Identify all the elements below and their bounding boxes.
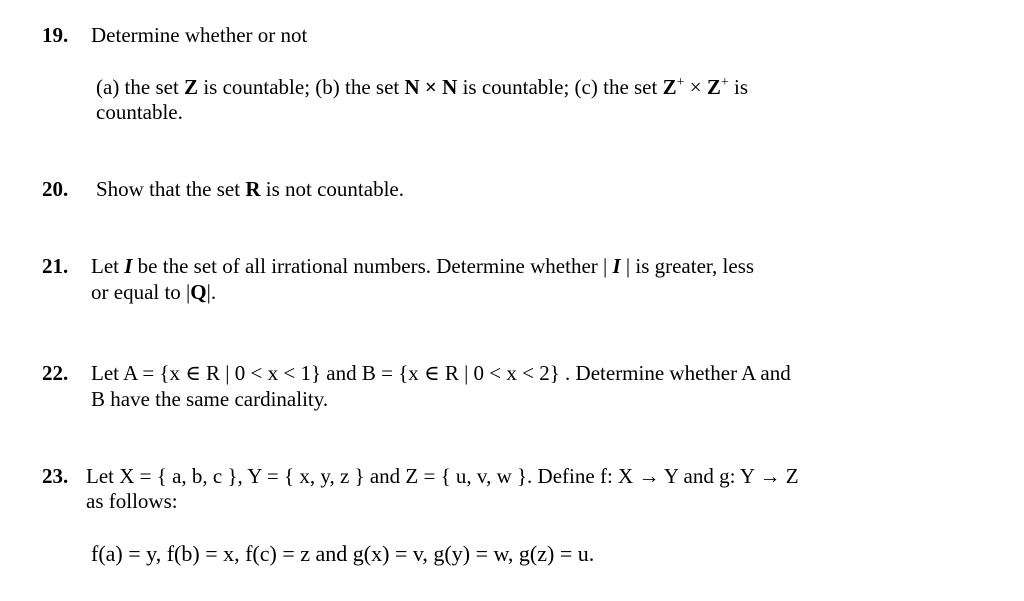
part-a-prefix: (a) the set: [96, 75, 185, 99]
question-21-middle: be the set of all irrational numbers. Determine whether |: [132, 254, 613, 278]
set-z-symbol: Z: [184, 75, 199, 99]
abs-set-i-symbol: I: [612, 254, 621, 278]
question-20-text: [96, 177, 404, 202]
part-b-suffix: is countable; (c) the set: [457, 75, 663, 99]
question-23-function-definitions: f(a) = y, f(b) = x, f(c) = z and g(x) = v, g(y) = w, g(z) = u.: [91, 541, 595, 566]
question-number-20: 20.: [42, 177, 69, 201]
part-a-suffix: is countable; (b) the set: [198, 75, 405, 99]
question-19-intro: Determine whether or not: [91, 23, 308, 47]
question-19-line-2: countable.: [96, 100, 183, 124]
question-22-line-1: Let A = {x ∈ R | 0 < x < 1} and B = {x ∈ R | 0 < x < 2} . Determine whether A and: [91, 361, 791, 385]
question-23-line-1: Let X = { a, b, c }, Y = { x, y, z } and Z = { u, v, w }. Define f: X → Y and g: Y → Z: [86, 464, 799, 488]
set-q-symbol: Q: [190, 280, 207, 304]
part-c-suffix: is: [728, 75, 749, 99]
question-21-line-2-prefix: or equal to |: [91, 280, 191, 304]
question-21-line-1: [91, 254, 754, 279]
times-symbol: ×: [684, 75, 707, 99]
question-21-suffix: | is greater, less: [620, 254, 755, 278]
question-23-line-2: as follows:: [86, 489, 178, 513]
question-number-23: 23.: [42, 464, 69, 488]
set-n-times-n: N × N: [404, 75, 458, 99]
question-22-line-2: B have the same cardinality.: [91, 387, 329, 411]
question-number-21: 21.: [42, 254, 69, 278]
superscript-plus-2: +: [720, 75, 729, 90]
question-21-line-2-suffix: |.: [206, 280, 217, 304]
set-i-symbol: I: [124, 254, 133, 278]
question-number-19: 19.: [42, 23, 69, 47]
question-19-parts-line: [96, 75, 748, 103]
set-z-plus-1: Z: [662, 75, 677, 99]
question-21-line-2: [91, 280, 216, 305]
question-number-22: 22.: [42, 361, 69, 385]
question-20-suffix: is not countable.: [260, 177, 404, 201]
set-r-symbol: R: [245, 177, 261, 201]
question-20-prefix: Show that the set: [96, 177, 246, 201]
superscript-plus-1: +: [676, 75, 685, 90]
question-21-prefix: Let: [91, 254, 125, 278]
set-z-plus-2: Z: [706, 75, 721, 99]
